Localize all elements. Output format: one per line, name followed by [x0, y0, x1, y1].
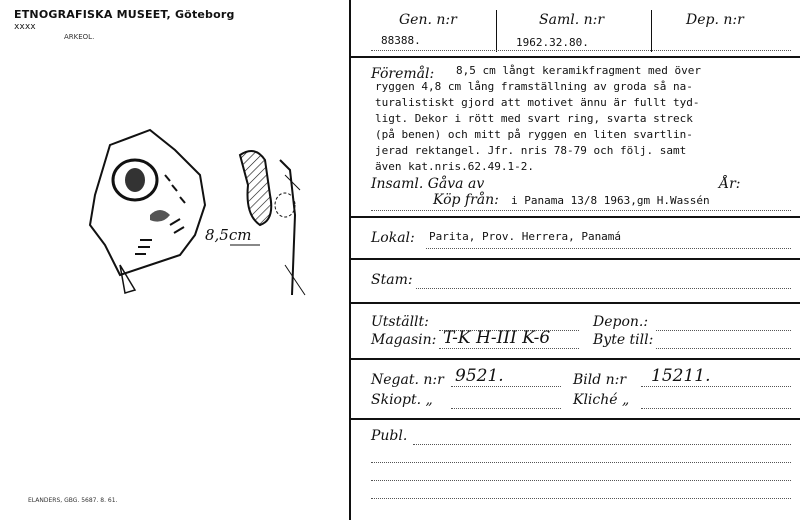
skiopt-label: Skiopt. „ [371, 392, 433, 408]
foremal-line-5: (på benen) och mitt på ryggen en liten svartlin- [375, 128, 693, 141]
byte-label: Byte till: [593, 332, 654, 348]
foremal-line-2: ryggen 4,8 cm lång framställning av groda så na- [375, 80, 693, 93]
depon-label: Depon.: [593, 314, 649, 330]
crossed-out-marks: xxxx [14, 22, 36, 32]
fragment-outline [90, 130, 205, 275]
foremal-line-3: turalistiskt gjord att motivet ännu är fullt tyd- [375, 96, 700, 109]
fragment-sketch [80, 115, 320, 305]
magasin-value: T-K H-III K-6 [443, 328, 551, 348]
gen-label: Gen. n:r [399, 12, 457, 28]
foremal-line-6: jerad rektangel. Jfr. nris 78-79 och följ. samt [375, 144, 687, 157]
insaml-label: Insaml. Gåva av [371, 176, 485, 192]
foremal-line-1: 8,5 cm långt keramikfragment med över [456, 64, 702, 77]
foremal-line-4: ligt. Dekor i rött med svart ring, svarta streck [375, 112, 693, 125]
printer-imprint: ELANDERS, GBG. 5687. 8. 61. [28, 497, 118, 504]
ar-label: År: [719, 176, 741, 192]
stam-label: Stam: [371, 272, 413, 288]
kop-label: Köp från: [433, 192, 499, 208]
gen-value: 88388. [381, 34, 421, 47]
foremal-label: Föremål: [371, 66, 435, 82]
lokal-label: Lokal: [371, 230, 415, 246]
cross-section [240, 151, 271, 225]
kop-value: i Panama 13/8 1963,gm H.Wassén [511, 194, 710, 207]
saml-value: 1962.32.80. [516, 36, 589, 49]
dep-label: Dep. n:r [686, 12, 744, 28]
foremal-line-7: även kat.nris.62.49.1-2. [375, 160, 534, 173]
lokal-value: Parita, Prov. Herrera, Panamá [429, 230, 622, 243]
catalogue-card [349, 0, 800, 520]
bild-value: 15211. [651, 366, 711, 386]
museum-title: ETNOGRAFISKA MUSEET, Göteborg [14, 8, 235, 21]
saml-label: Saml. n:r [539, 12, 605, 28]
department-label: ARKEOL. [64, 33, 95, 41]
size-note: 8,5cm [205, 226, 252, 244]
negat-label: Negat. n:r [371, 372, 444, 388]
magasin-label: Magasin: [371, 332, 437, 348]
negat-value: 9521. [455, 366, 504, 386]
publ-label: Publ. [371, 428, 408, 444]
bild-label: Bild n:r [573, 372, 627, 388]
utstallt-label: Utställt: [371, 314, 429, 330]
kliche-label: Kliché „ [573, 392, 630, 408]
